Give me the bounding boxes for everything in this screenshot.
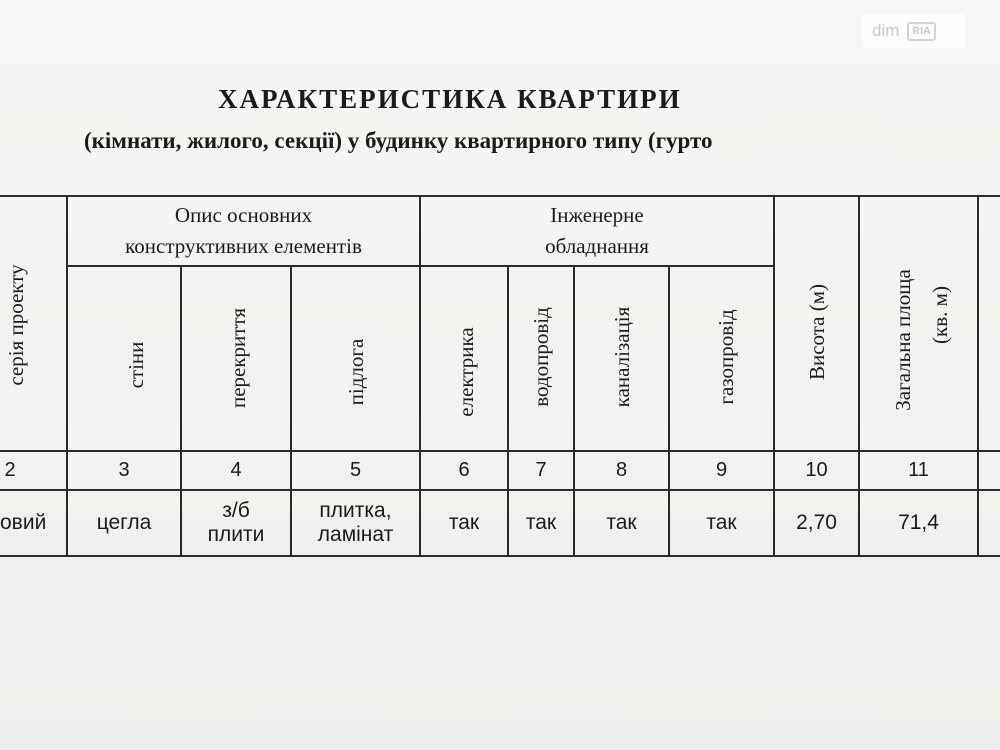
col-divider [977, 195, 979, 557]
column-number: 6 [458, 459, 470, 481]
value-gas: так [706, 511, 737, 534]
column-number: 10 [805, 459, 828, 481]
value-floor-line2: ламінат [317, 523, 394, 546]
document-subtitle: (кімнати, жилого, секції) у будинку квартирного типу (гурто [84, 128, 713, 153]
value-series: овий [0, 511, 47, 534]
column-header-series: серія проекту [4, 264, 28, 386]
value-ceiling-line1: з/б [222, 499, 250, 522]
group-header-structural-line2: конструктивних елементів [125, 234, 362, 258]
column-header-ceiling: перекриття [226, 307, 250, 409]
column-number: 3 [118, 459, 130, 481]
value-walls: цегла [96, 511, 152, 534]
column-header-area-unit: (кв. м) [928, 286, 952, 344]
value-floor [292, 491, 419, 555]
column-number: 7 [535, 459, 547, 481]
column-number: 5 [349, 459, 362, 481]
value-sewer: так [606, 511, 637, 534]
table-border-bottom [0, 555, 1000, 557]
group-header-structural-line1: Опис основних [174, 203, 313, 227]
group-header-engineering-line1: Інженерне [550, 203, 644, 227]
document-title: ХАРАКТЕРИСТИКА КВАРТИРИ [218, 84, 682, 114]
group-header-engineering-line2: обладнання [545, 234, 649, 258]
column-number: 9 [715, 459, 728, 481]
value-ceiling-line2: плити [207, 523, 265, 546]
group-header-structural [68, 197, 419, 265]
value-water: так [525, 511, 557, 534]
value-height: 2,70 [796, 511, 837, 534]
column-header-height: Висота (м) [805, 283, 829, 381]
watermark-brand: dim [872, 21, 900, 40]
value-ceiling [182, 491, 290, 555]
column-header-sewer: каналізація [610, 306, 634, 408]
column-header-floor: підлога [344, 338, 368, 406]
column-header-gas: газопровід [714, 309, 738, 405]
column-number: 4 [230, 459, 242, 481]
group-header-engineering [421, 197, 773, 265]
column-number: 11 [908, 459, 929, 481]
value-floor-line1: плитка, [319, 499, 392, 522]
value-area: 71,4 [898, 511, 939, 534]
column-number: 2 [4, 459, 16, 481]
column-header-walls: стіни [124, 341, 148, 389]
column-number: 8 [615, 459, 628, 481]
column-header-electric: електрика [454, 327, 478, 417]
watermark-logo [862, 14, 966, 48]
watermark-mark: RIA [907, 22, 936, 41]
column-header-area: Загальна площа [891, 269, 915, 411]
value-electric: так [448, 511, 480, 534]
column-header-water: водопровід [529, 307, 553, 407]
